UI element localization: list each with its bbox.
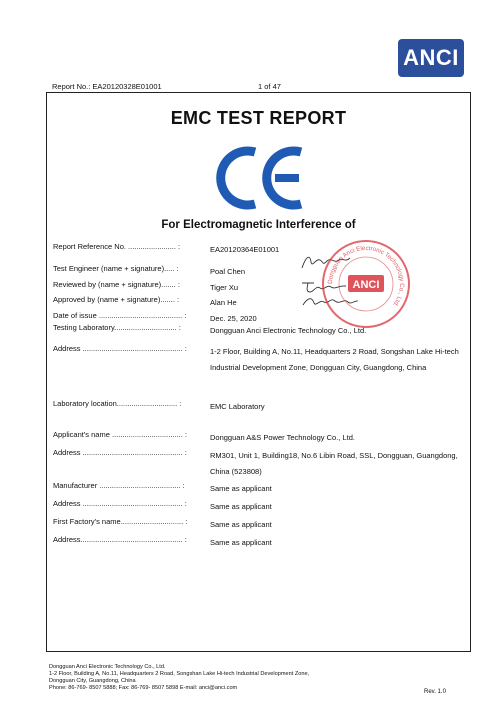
report-title: EMC TEST REPORT xyxy=(170,108,347,128)
footer-company: Dongguan Anci Electronic Technology Co., Ltd. xyxy=(49,664,166,670)
field-label: Applicant's name .................................. : xyxy=(53,430,187,439)
field-value: EMC Laboratory xyxy=(210,402,265,411)
stamp-center-text: ANCI xyxy=(352,279,380,291)
field-value: Dongguan A&S Power Technology Co., Ltd. xyxy=(210,433,355,442)
footer xyxy=(49,664,309,692)
field-value: Same as applicant xyxy=(210,502,272,511)
field-value: Dongguan Anci Electronic Technology Co., Ltd. xyxy=(210,326,367,335)
field-label: Date of issue ........................................ : xyxy=(53,311,187,320)
field-label: Address ................................................ : xyxy=(53,499,187,508)
anci-logo: ANCI xyxy=(398,39,464,77)
field-label: Address ................................................ : xyxy=(53,344,187,353)
footer-address: 1-2 Floor, Building A, No.11, Headquarters 2 Road, Songshan Lake Hi-tech Industrial Development Zone, xyxy=(49,671,310,677)
field-label: Approved by (name + signature)....... : xyxy=(53,295,180,304)
revision-label: Rev. 1.0 xyxy=(424,689,446,695)
field-value: Alan He xyxy=(210,298,237,307)
field-label: Test Engineer (name + signature)..... : xyxy=(53,264,179,273)
ce-mark-icon xyxy=(215,146,307,210)
field-label: Laboratory location............................. : xyxy=(53,399,182,408)
page-indicator: 1 of 47 xyxy=(258,82,281,91)
field-label: First Factory's name.............................. : xyxy=(53,517,188,526)
report-subtitle: For Electromagnetic Interference of xyxy=(161,219,356,231)
field-label: Address................................................. : xyxy=(53,535,187,544)
company-stamp-icon xyxy=(320,238,412,330)
stamp-ring-text: Dongguan Anci Electronic Technology Co., Ltd. xyxy=(326,244,406,309)
field-label: Report Reference No. ....................... : xyxy=(53,242,181,251)
field-label: Testing Laboratory.............................. : xyxy=(53,323,181,332)
field-value: Dec. 25, 2020 xyxy=(210,314,257,323)
field-value: RM301, Unit 1, Building18, No.6 Libin Road, SSL, Dongguan, Guangdong, China (523808) xyxy=(210,451,458,476)
field-value: 1-2 Floor, Building A, No.11, Headquarters 2 Road, Songshan Lake Hi-tech Industrial Development Zone, Dongguan City, Guangdong, China xyxy=(210,347,459,372)
field-value: Tiger Xu xyxy=(210,283,239,292)
field-label: Manufacturer ....................................... : xyxy=(53,481,185,490)
field-label: Reviewed by (name + signature)....... : xyxy=(53,280,180,289)
field-value: Same as applicant xyxy=(210,538,272,547)
report-number: Report No.: EA20120328E01001 xyxy=(52,82,162,91)
field-label: Address ................................................ : xyxy=(53,448,187,457)
field-value: Same as applicant xyxy=(210,520,272,529)
footer-city: Dongguan City, Guangdong, China xyxy=(49,678,136,684)
field-value: EA20120364E01001 xyxy=(210,245,280,254)
field-value: Poal Chen xyxy=(210,267,246,276)
field-value: Same as applicant xyxy=(210,484,272,493)
footer-contact: Phone: 86-769- 8507 5888; Fax: 86-769- 8507 5898 E-mail: anci@anci.com xyxy=(49,685,238,691)
